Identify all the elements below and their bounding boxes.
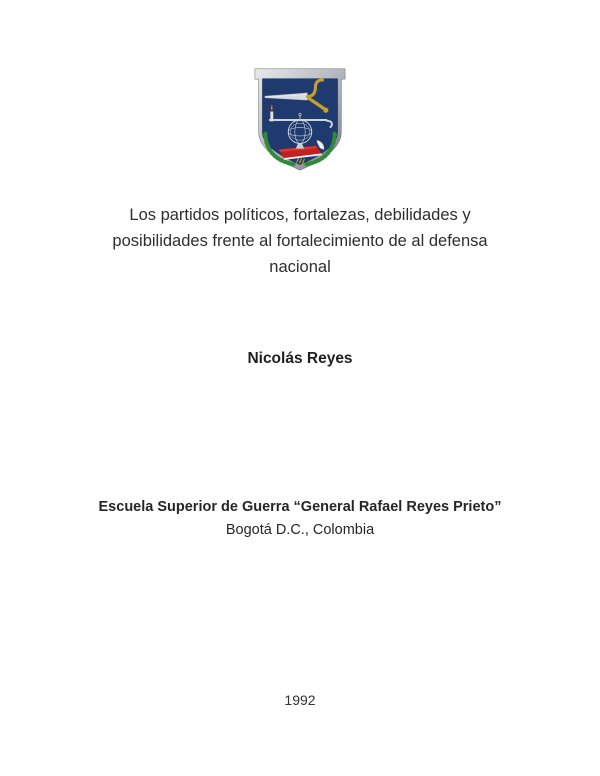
institution-block: [0, 496, 600, 542]
title-line-2: posibilidades frente al fortalecimiento de al defensa: [112, 232, 488, 250]
war-college-shield-icon: [253, 66, 347, 174]
author-name: Nicolás Reyes: [247, 350, 353, 367]
document-title: [40, 202, 560, 280]
title-line-3: nacional: [269, 258, 331, 276]
location-line: Bogotá D.C., Colombia: [225, 522, 375, 538]
year-text: 1992: [284, 692, 316, 708]
institution-name: Escuela Superior de Guerra “General Rafael Reyes Prieto”: [98, 499, 502, 515]
institution-crest: [253, 66, 347, 174]
title-line-1: Los partidos políticos, fortalezas, debilidades y: [129, 206, 471, 224]
